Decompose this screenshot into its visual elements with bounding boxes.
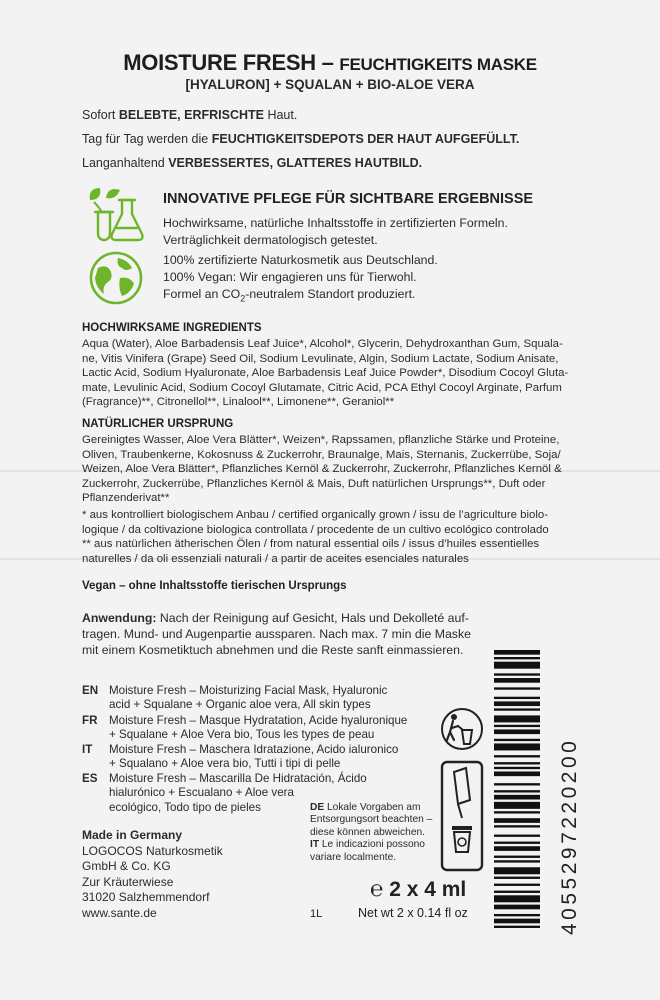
barcode-number: 4055297220200 <box>558 737 581 935</box>
barcode-bar <box>494 867 540 874</box>
barcode-bar <box>494 884 540 886</box>
innovation-line: Verträglichkeit dermatologisch getestet. <box>163 233 378 247</box>
barcode-bar <box>494 795 540 800</box>
barcode-bar <box>494 755 540 757</box>
barcode-bar <box>494 687 540 689</box>
barcode-bar <box>494 818 540 823</box>
claim-line: Sofort BELEBTE, ERFRISCHTE Haut. <box>82 108 298 122</box>
barcode-bar <box>494 725 540 727</box>
barcode-bar <box>494 708 540 710</box>
barcode-bar <box>494 790 540 792</box>
net-weight: Net wt 2 x 0.14 fl oz <box>358 906 468 920</box>
manufacturer-address: Made in Germany LOGOCOS Naturkosmetik GmbH & Co. KG Zur Kräuterwiese 31020 Salzhemmendorf www.sante.de <box>82 828 223 920</box>
usage-instructions: Anwendung: Nach der Reinigung auf Gesicht, Hals und Dekolleté auf- tragen. Mund- und Augenpartie aussparen. Nach max. 7 min die Maske mit einem Kosmetiktuch abnehmen und die Reste sanft einmassieren. <box>82 611 471 657</box>
claim-line: Langanhaltend VERBESSERTES, GLATTERES HAUTBILD. <box>82 156 423 170</box>
barcode-bar <box>494 767 540 769</box>
ingredients-heading: HOCHWIRKSAME INGREDIENTS <box>82 322 262 334</box>
barcode-bar <box>494 657 540 659</box>
barcode-bar <box>494 860 540 862</box>
innovation-line: 100% Vegan: Wir engagieren uns für Tierwohl. <box>163 270 417 284</box>
barcode-bar <box>494 914 540 916</box>
product-subtitle: [HYALURON] + SQUALAN + BIO-ALOE VERA <box>185 77 475 92</box>
innovation-line: Hochwirksame, natürliche Inhaltsstoffe in zertifizierten Formeln. <box>163 216 508 230</box>
title-sub: FEUCHTIGKEITS MASKE <box>339 55 537 74</box>
barcode-bar <box>494 650 540 655</box>
innovation-heading: INNOVATIVE PFLEGE FÜR SICHTBARE ERGEBNISSE <box>163 191 534 207</box>
footnotes: * aus kontrolliert biologischem Anbau / certified organically grown / issu de l’agriculture biolo- logique / da coltivazione biologica controllata / procedente de un cultivo ecológico controlado ** aus natürlichen ätherischen Ölen / from natural essential oils / issus d’huiles essentielles naturelles / da oli essenziali naturali / a partir de aceites esenciales naturales <box>82 509 549 565</box>
barcode-bar <box>494 743 540 750</box>
barcode-bar <box>494 811 540 813</box>
barcode-bar <box>494 783 540 785</box>
barcode-bar <box>494 802 540 809</box>
barcode-bar <box>494 715 540 722</box>
lot-code: 1L <box>310 908 323 920</box>
disposal-note: DE Lokale Vorgaben am Entsorgungsort beachten – diese können abweichen. IT Le indicazioni possono variare localmente. <box>310 802 433 863</box>
innovation-line: 100% zertifizierte Naturkosmetik aus Deutschland. <box>163 253 438 267</box>
barcode-bar <box>494 835 540 837</box>
estimated-sign-icon: ℮ <box>370 876 384 901</box>
claim-line: Tag für Tag werden die FEUCHTIGKEITSDEPOTS DER HAUT AUFGEFÜLLT. <box>82 132 520 146</box>
barcode-bar <box>494 739 540 741</box>
barcode-bar <box>494 729 540 734</box>
barcode-bar <box>494 926 540 928</box>
title-main: MOISTURE FRESH <box>123 50 316 75</box>
barcode-bar <box>494 662 540 669</box>
ean-barcode <box>494 650 540 935</box>
origin-list: Gereinigtes Wasser, Aloe Vera Blätter*, Weizen*, Rapssamen, pflanzliche Stärke und Proteine, Oliven, Traubenkerne, Kokosnuss & Zuckerrohr, Braunalge, Mais, Sternanis, Zuckerrübe, Soja/ Weizen, Aloe Vera Blätter*, Pflanzliches Kernöl & Zuckerrohr, Zuckerrohr, Pflanzliches Kernöl & Zuckerrohr, Zuckerrübe, Pflanzliches Kernöl & Mais, Duft natürlichen Ursprungs**, Duft oder Pflanzenderivat** <box>82 434 562 505</box>
barcode-bar <box>494 771 540 776</box>
barcode-bar <box>494 842 540 844</box>
vegan-note: Vegan – ohne Inhaltsstoffe tierischen Ursprungs <box>82 580 347 592</box>
tidyman-recycle-icon <box>440 706 484 752</box>
barcode-bar <box>494 856 540 858</box>
barcode-bar <box>494 919 540 924</box>
ingredients-list: Aqua (Water), Aloe Barbadensis Leaf Juice*, Alcohol*, Glycerin, Dehydroxanthan Gum, Squala- ne, Vitis Vinifera (Grape) Seed Oil, Sodium Levulinate, Algin, Sodium Lactate, Sodium Anisate, Lactic Acid, Sodium Hyaluronate, Aloe Barbadensis Leaf Juice Powder*, Disodium Cocoyl Gluta- mate, Levulinic Acid, Sodium Cocoyl Glutamate, Citric Acid, PCA Ethyl Cocoyl Arginate, Parfum (Fragrance)**, Citronellol**, Linalool**, Limonene**, Geraniol** <box>82 338 569 409</box>
barcode-bar <box>494 762 540 764</box>
barcode-bar <box>494 697 540 699</box>
barcode-bar <box>494 891 540 893</box>
barcode-bar <box>494 905 540 910</box>
title-dash: – <box>321 50 334 75</box>
barcode-bar <box>494 701 540 706</box>
barcode-bar <box>494 673 540 675</box>
lab-flask-leaf-icon <box>80 186 148 244</box>
globe-leaf-icon <box>86 248 146 308</box>
barcode-bar <box>494 825 540 827</box>
product-title <box>0 50 660 76</box>
barcode-bar <box>494 846 540 851</box>
barcode-bar <box>494 877 540 879</box>
barcode-bar <box>494 895 540 902</box>
product-label-back: MOISTURE FRESH – FEUCHTIGKEITS MASKE [HYALURON] + SQUALAN + BIO-ALOE VERA Sofort BELEBTE, ERFRISCHTE Haut. Tag für Tag werden die FEUCHTIGKEITSDEPOTS DER HAUT AUFGEFÜLLT. Langanhaltend VERBESSERTES, GLATTERES HAUTBILD. INNOVATIVE PFLEGE FÜR SICHTBARE ERGEBNISSE Hochwirksame, natürliche Inhaltsstoffe in zertifizierten Formeln. Verträglichkeit dermatologisch getestet. 100% zertifizierte Naturkosmetik aus Deutschland. 100% Vegan: Wir engagieren uns für Tierwohl. Formel an $CO_2$-neutralem Standort produziert. HOCHWIRKSAME INGREDIENTS Aqua (Water), Aloe Barbadensis Leaf Juice*, Alcohol*, Glycerin, Dehydroxanthan Gum, Squala- ne, Vitis Vinifera (Grape) Seed Oil, Sodium Levulinate, Algin, Sodium Lactate, Sodium Anisate, Lactic Acid, Sodium Hyaluronate, Aloe Barbadensis Leaf Juice Powder*, Disodium Cocoyl Gluta- mate, Levulinic Acid, Sodium Cocoyl Glutamate, Citric Acid, PCA Ethyl Cocoyl Arginate, Parfum (Fragrance)**, Citronellol**, Linalool**, Limonene**, Geraniol** NATÜRLICHER URSPRUNG Gereinigtes Wasser, Aloe Vera Blätter*, Weizen*, Rapssamen, pflanzliche Stärke und Proteine, Oliven, Traubenkerne, Kokosnuss & Zuckerrohr, Braunalge, Mais, Sternanis, Zuckerrübe, Soja/ Weizen, Aloe Vera Blätter*, Pflanzliches Kernöl & Zuckerrohr, Zuckerrohr, Pflanzliches Kernöl & Zuckerrohr, Zuckerrübe, Pflanzliches Kernöl & Mais, Duft natürlichen Ursprungs**, Duft oder Pflanzenderivat** * aus kontrolliert biologischem Anbau / certified organically grown / issu de l’agriculture biolo- logique / da coltivazione biologica controllata / procedente de un cultivo ecológico controlado ** aus natürlichen ätherischen Ölen / from natural essential oils / issus d’huiles essentielles naturelles / da oli essenziali naturali / a partir de aceites esenciales naturales Vegan – ohne Inhaltsstoffe tierischen Ursprungs Anwendung: Nach der Reinigung auf Gesicht, Hals und Dekolleté auf- tragen. Mund- und Augenpartie aussparen. Nach max. 7 min die Maske mit einem Kosmetiktuch abnehmen und die Reste sanft einmassieren. EN Moisture Fresh – Moisturizing Facial Mask, Hyaluronic acid + Squalane + Organic aloe vera, All skin types FR Moisture Fresh – Masque Hydratation, Acide hyaluronique + Squalane + Aloe Vera bio, Tous les types de peau IT Moisture Fresh – Maschera Idratazione, Acido ialuronico + Squalano + Aloe vera bio, Tutti i tipi di pelle ES Moisture Fresh – Mascarilla De Hidratación, Ácido hialurónico + Escualano + Aloe vera ecológico, Todo tipo de pieles Made in Germany LOGOCOS Naturkosmetik GmbH & Co. KG Zur Kräuterwiese 31020 Salzhemmendorf www.sante.de DE Lokale Vorgaben am Entsorgungsort beachten – diese können abweichen. IT Le indicazioni possono variare localmente. 1L ℮ 2 x 4 ml Net wt 2 x 0.14 fl oz 4055297220200 <box>0 0 660 1000</box>
disposal-bin-icon <box>440 760 484 872</box>
barcode-bar <box>494 678 540 683</box>
quantity: ℮ 2 x 4 ml <box>370 876 467 901</box>
innovation-line: Formel an $CO_2$-neutralem Standort produziert. <box>163 287 416 304</box>
origin-heading: NATÜRLICHER URSPRUNG <box>82 418 234 430</box>
